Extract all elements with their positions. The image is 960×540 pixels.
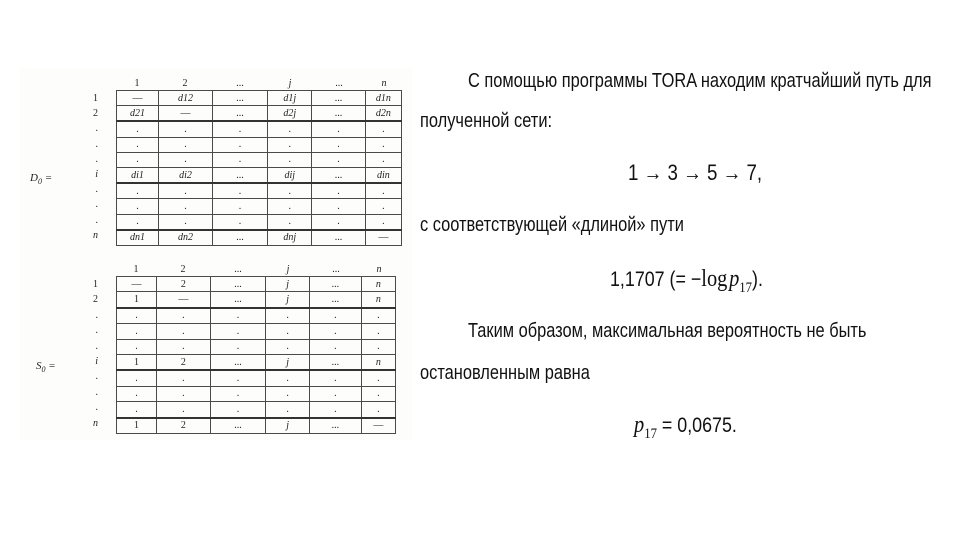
- s-matrix-table: [116, 276, 396, 434]
- matrix-cell: .: [117, 339, 157, 354]
- table-row: [117, 91, 402, 106]
- matrix-cell: dij: [268, 167, 312, 183]
- matrix-cell: .: [268, 214, 312, 230]
- matrix-cell: .: [361, 386, 395, 401]
- matrix-cell: 1: [117, 418, 157, 434]
- matrix-cell: .: [365, 214, 401, 230]
- matrix-cell: .: [117, 370, 157, 386]
- matrix-cell: —: [159, 106, 213, 122]
- matrix-cell: j: [266, 277, 310, 292]
- path-length-value: 1,1707 (= −: [610, 268, 702, 291]
- matrix-cell: .: [268, 183, 312, 199]
- matrix-cell: .: [268, 152, 312, 167]
- matrix-cell: .: [310, 386, 362, 401]
- matrix-cell: .: [117, 386, 157, 401]
- scanned-matrices-figure: [20, 68, 412, 440]
- matrix-cell: .: [117, 324, 157, 339]
- matrix-cell: .: [117, 214, 159, 230]
- matrix-cell: —: [117, 91, 159, 106]
- column-header: 2: [182, 78, 188, 89]
- row-header: .: [95, 214, 98, 226]
- table-row: [117, 354, 396, 370]
- matrix-cell: .: [117, 152, 159, 167]
- table-row: [117, 418, 396, 434]
- table-row: [117, 106, 402, 122]
- result-p-subscript: 17: [644, 425, 657, 442]
- matrix-cell: n: [361, 277, 395, 292]
- d-matrix-table: [116, 90, 402, 246]
- row-header: .: [95, 153, 98, 165]
- table-row: [117, 214, 402, 230]
- matrix-cell: ...: [212, 230, 267, 246]
- matrix-cell: n: [361, 292, 395, 308]
- column-header: ...: [335, 78, 343, 89]
- matrix-cell: .: [312, 183, 365, 199]
- matrix-cell: —: [361, 418, 395, 434]
- matrix-cell: dnj: [268, 230, 312, 246]
- matrix-cell: .: [266, 308, 310, 324]
- table-row: [117, 324, 396, 339]
- matrix-cell: 1: [117, 354, 157, 370]
- table-row: [117, 277, 396, 292]
- matrix-cell: .: [365, 199, 401, 214]
- row-header: i: [95, 168, 98, 180]
- matrix-cell: ...: [312, 167, 365, 183]
- row-header: .: [95, 184, 98, 196]
- shortest-path: 1 → 3 → 5 → 7,: [628, 160, 763, 185]
- matrix-cell: .: [266, 386, 310, 401]
- column-header: j: [286, 264, 290, 275]
- matrix-cell: dn1: [117, 230, 159, 246]
- matrix-cell: j: [266, 292, 310, 308]
- matrix-cell: .: [159, 183, 213, 199]
- column-header: ...: [234, 264, 242, 275]
- row-header: i: [95, 355, 98, 367]
- column-header: ...: [236, 78, 244, 89]
- table-row: [117, 121, 402, 137]
- matrix-cell: .: [210, 324, 266, 339]
- matrix-cell: ...: [312, 230, 365, 246]
- matrix-cell: .: [157, 339, 211, 354]
- length-close: ).: [752, 268, 763, 291]
- matrix-cell: .: [361, 339, 395, 354]
- matrix-cell: 2: [157, 418, 211, 434]
- matrix-cell: d1n: [365, 91, 401, 106]
- matrix-cell: .: [210, 402, 266, 418]
- table-row: [117, 370, 396, 386]
- matrix-cell: j: [266, 354, 310, 370]
- matrix-cell: .: [212, 199, 267, 214]
- matrix-cell: din: [365, 167, 401, 183]
- matrix-cell: .: [159, 214, 213, 230]
- result-formula: [634, 412, 737, 443]
- row-header: .: [95, 371, 98, 383]
- matrix-cell: .: [212, 121, 267, 137]
- matrix-cell: d1j: [268, 91, 312, 106]
- matrix-cell: .: [312, 199, 365, 214]
- matrix-cell: —: [117, 277, 157, 292]
- table-row: [117, 292, 396, 308]
- matrix-cell: .: [361, 308, 395, 324]
- matrix-cell: .: [268, 199, 312, 214]
- s-matrix-column-headers: [116, 264, 396, 275]
- matrix-cell: .: [310, 308, 362, 324]
- matrix-cell: .: [159, 137, 213, 152]
- column-header: 2: [180, 264, 186, 275]
- matrix-cell: .: [159, 121, 213, 137]
- matrix-cell: .: [212, 137, 267, 152]
- matrix-cell: .: [117, 402, 157, 418]
- result-p-symbol: p: [634, 412, 645, 438]
- matrix-cell: .: [365, 121, 401, 137]
- matrix-cell: .: [117, 121, 159, 137]
- matrix-cell: .: [210, 308, 266, 324]
- matrix-cell: .: [266, 339, 310, 354]
- matrix-cell: .: [157, 308, 211, 324]
- matrix-cell: ...: [210, 354, 266, 370]
- matrix-cell: .: [312, 137, 365, 152]
- matrix-cell: .: [157, 386, 211, 401]
- matrix-cell: ...: [312, 91, 365, 106]
- column-header: j: [288, 78, 292, 89]
- table-row: [117, 152, 402, 167]
- matrix-cell: .: [312, 121, 365, 137]
- matrix-cell: ...: [210, 277, 266, 292]
- matrix-cell: .: [310, 370, 362, 386]
- table-row: [117, 386, 396, 401]
- text-line-2: полученной сети:: [420, 110, 553, 132]
- matrix-cell: —: [157, 292, 211, 308]
- matrix-cell: .: [159, 152, 213, 167]
- matrix-cell: .: [117, 137, 159, 152]
- matrix-cell: d12: [159, 91, 213, 106]
- table-row: [117, 137, 402, 152]
- row-header: .: [95, 402, 98, 414]
- matrix-cell: .: [268, 121, 312, 137]
- row-header: 1: [93, 279, 98, 290]
- matrix-cell: .: [361, 402, 395, 418]
- table-row: [117, 183, 402, 199]
- matrix-cell: ...: [212, 106, 267, 122]
- matrix-cell: ...: [310, 292, 362, 308]
- matrix-cell: dn2: [159, 230, 213, 246]
- matrix-cell: .: [210, 370, 266, 386]
- matrix-cell: ...: [212, 91, 267, 106]
- column-header: n: [376, 264, 382, 275]
- d-matrix-column-headers: [116, 78, 402, 89]
- matrix-cell: .: [157, 370, 211, 386]
- matrix-cell: .: [365, 137, 401, 152]
- p-symbol: p: [729, 266, 740, 292]
- row-header: .: [95, 386, 98, 398]
- matrix-cell: ...: [210, 418, 266, 434]
- column-header: n: [381, 78, 387, 89]
- matrix-cell: .: [365, 152, 401, 167]
- matrix-cell: .: [361, 370, 395, 386]
- s-matrix-row-headers: [82, 277, 98, 431]
- matrix-cell: .: [266, 370, 310, 386]
- matrix-cell: .: [117, 199, 159, 214]
- d-matrix-row-headers: [82, 91, 98, 243]
- matrix-cell: .: [212, 183, 267, 199]
- row-header: 1: [93, 93, 98, 104]
- s-matrix-label: $S_0$ =: [36, 360, 56, 375]
- matrix-cell: 2: [157, 277, 211, 292]
- table-row: [117, 339, 396, 354]
- row-header: 2: [93, 108, 98, 120]
- matrix-cell: .: [310, 339, 362, 354]
- matrix-cell: d21: [117, 106, 159, 122]
- matrix-cell: ...: [312, 106, 365, 122]
- matrix-cell: .: [117, 308, 157, 324]
- text-line-5: остановленным равна: [420, 362, 590, 384]
- row-header: .: [95, 325, 98, 337]
- matrix-cell: .: [157, 402, 211, 418]
- table-row: [117, 167, 402, 183]
- matrix-cell: 2: [157, 354, 211, 370]
- table-row: [117, 199, 402, 214]
- matrix-cell: .: [159, 199, 213, 214]
- matrix-cell: 1: [117, 292, 157, 308]
- d-matrix-label: $D_0$ =: [30, 172, 53, 187]
- row-header: 2: [93, 294, 98, 306]
- matrix-cell: .: [210, 339, 266, 354]
- p-subscript: 17: [739, 279, 753, 296]
- matrix-cell: ...: [310, 418, 362, 434]
- row-header: .: [95, 309, 98, 321]
- matrix-cell: .: [210, 386, 266, 401]
- path-length-formula: [610, 266, 763, 297]
- matrix-cell: .: [212, 214, 267, 230]
- column-header: ...: [332, 264, 340, 275]
- matrix-cell: .: [117, 183, 159, 199]
- matrix-cell: .: [266, 324, 310, 339]
- row-header: .: [95, 340, 98, 352]
- matrix-cell: j: [266, 418, 310, 434]
- column-header: 1: [134, 78, 140, 89]
- text-line-3: с соответствующей «длиной» пути: [420, 214, 684, 236]
- matrix-cell: .: [312, 152, 365, 167]
- row-header: n: [93, 229, 98, 241]
- result-value: = 0,0675.: [656, 414, 737, 437]
- row-header: n: [93, 417, 98, 429]
- matrix-cell: .: [310, 324, 362, 339]
- text-line-1: С помощью программы TORA находим кратчайший путь для: [468, 70, 932, 92]
- matrix-cell: .: [310, 402, 362, 418]
- matrix-cell: d2n: [365, 106, 401, 122]
- column-header: 1: [133, 264, 139, 275]
- table-row: [117, 402, 396, 418]
- matrix-cell: ...: [310, 354, 362, 370]
- log-symbol: log: [701, 266, 728, 292]
- matrix-cell: di2: [159, 167, 213, 183]
- matrix-cell: .: [312, 214, 365, 230]
- text-line-4: Таким образом, максимальная вероятность не быть: [468, 320, 867, 342]
- matrix-cell: .: [212, 152, 267, 167]
- matrix-cell: .: [266, 402, 310, 418]
- row-header: .: [95, 123, 98, 135]
- matrix-cell: d2j: [268, 106, 312, 122]
- matrix-cell: .: [365, 183, 401, 199]
- matrix-cell: .: [268, 137, 312, 152]
- row-header: .: [95, 199, 98, 211]
- matrix-cell: ...: [310, 277, 362, 292]
- row-header: .: [95, 138, 98, 150]
- matrix-cell: .: [157, 324, 211, 339]
- table-row: [117, 308, 396, 324]
- matrix-cell: n: [361, 354, 395, 370]
- matrix-cell: .: [361, 324, 395, 339]
- matrix-cell: —: [365, 230, 401, 246]
- table-row: [117, 230, 402, 246]
- matrix-cell: di1: [117, 167, 159, 183]
- matrix-cell: ...: [210, 292, 266, 308]
- matrix-cell: ...: [212, 167, 267, 183]
